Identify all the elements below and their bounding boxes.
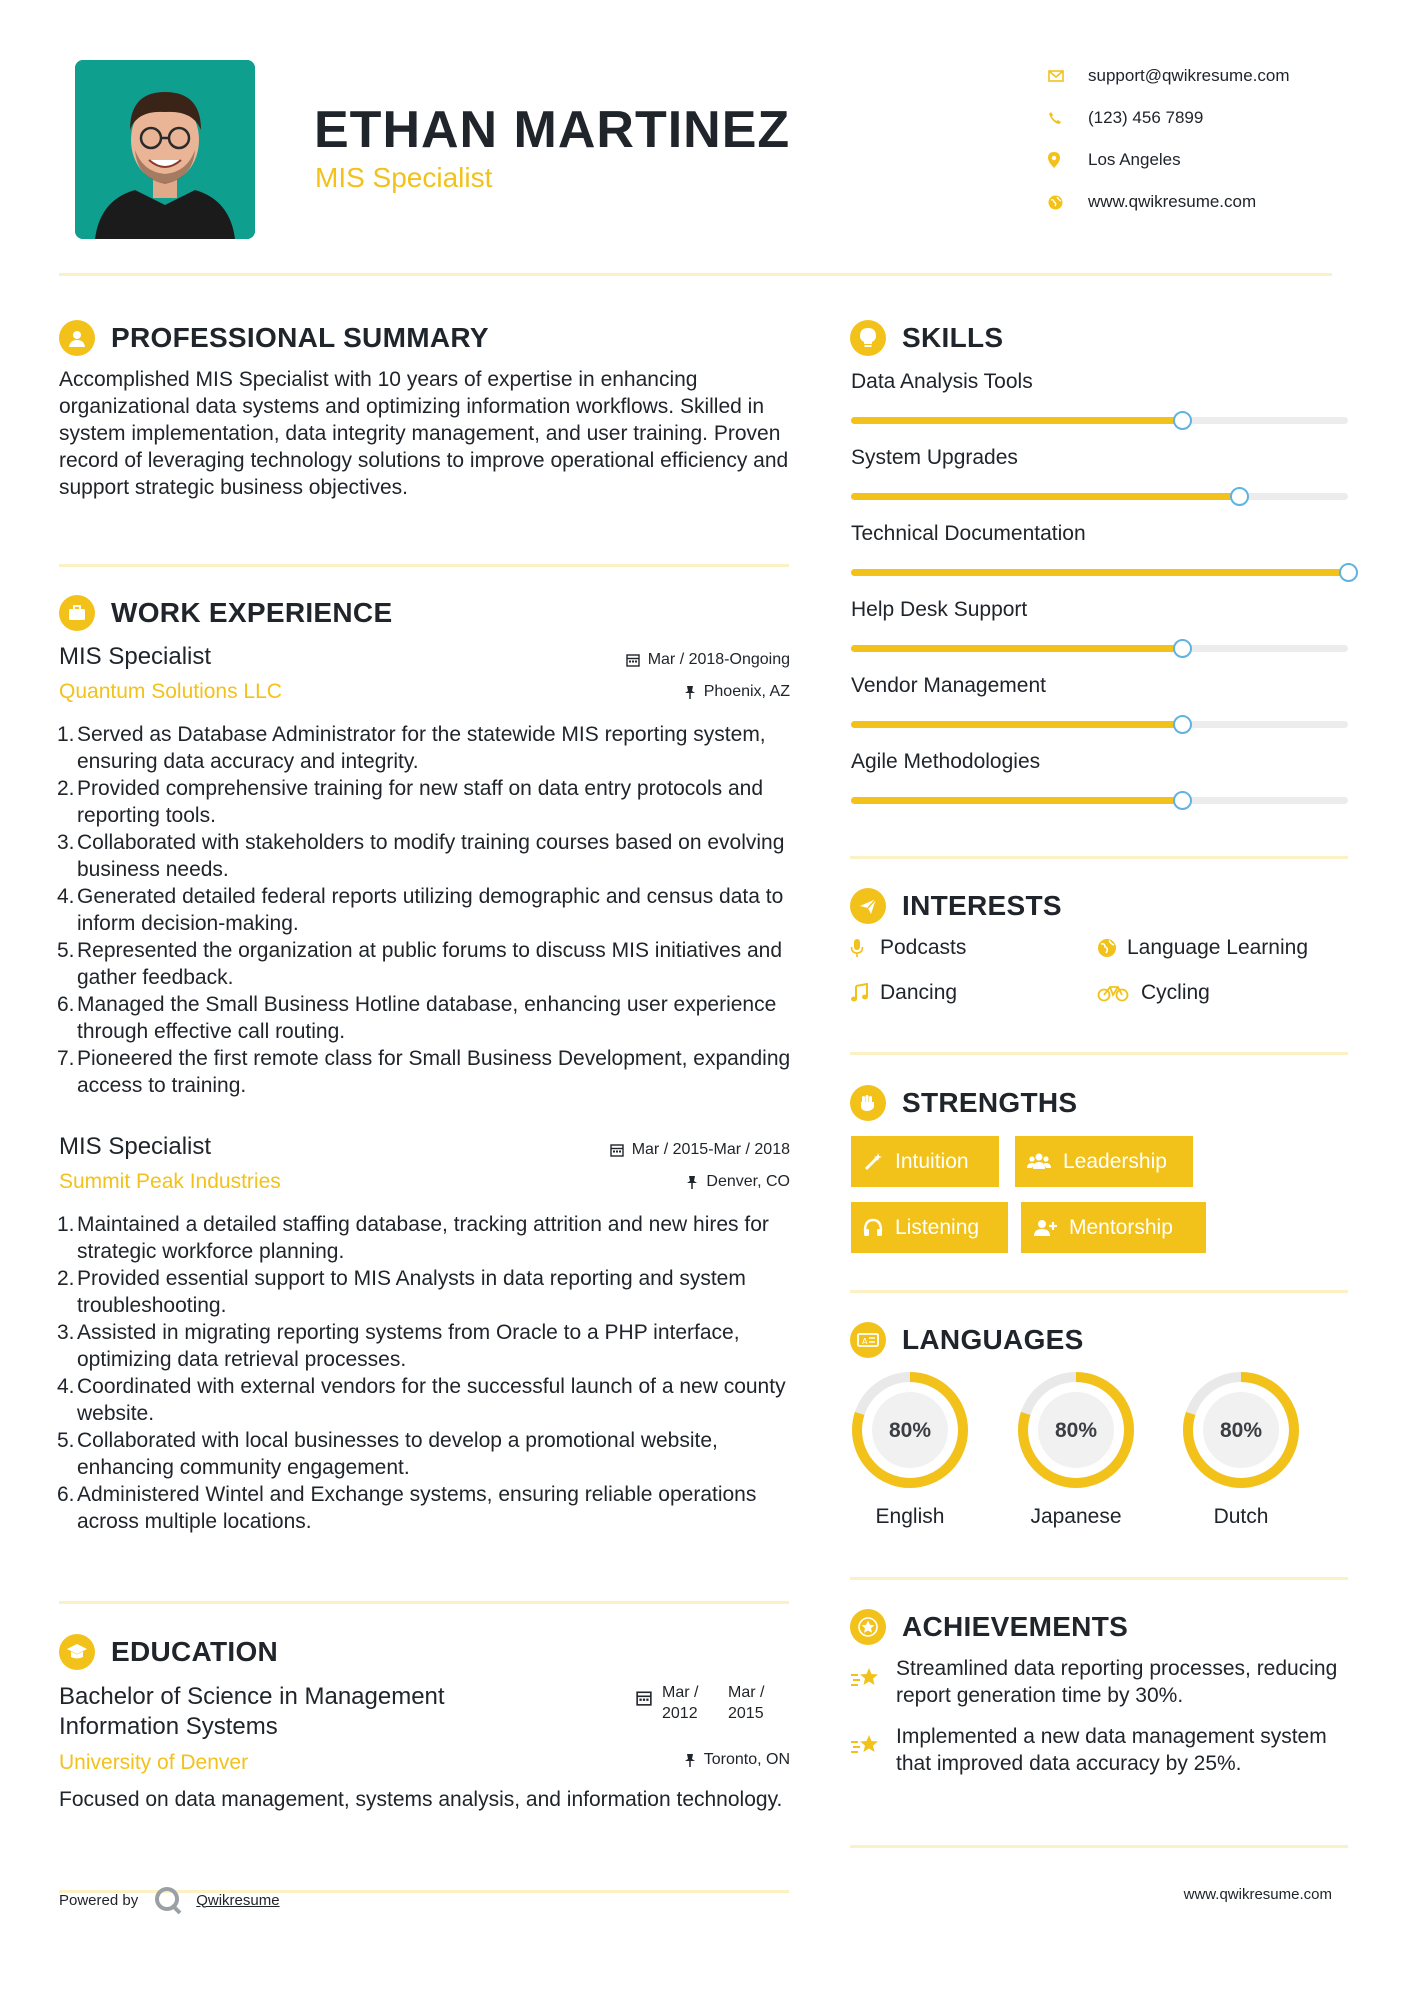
skill-bar bbox=[851, 645, 1348, 652]
list-item: 4. Coordinated with external vendors for the successful launch of a new county website. bbox=[57, 1375, 786, 1425]
interests-heading bbox=[850, 888, 1062, 924]
language-icon bbox=[850, 1322, 886, 1358]
skill-level-knob bbox=[1173, 639, 1192, 658]
education-start-month: Mar / bbox=[662, 1684, 699, 1701]
strength-tag bbox=[1015, 1136, 1193, 1187]
education-heading bbox=[59, 1634, 278, 1670]
shooting-star-icon bbox=[850, 1665, 882, 1696]
work-divider bbox=[59, 1601, 789, 1604]
work-heading-text: WORK EXPERIENCE bbox=[111, 597, 393, 628]
language-name: Dutch bbox=[1213, 1505, 1269, 1528]
fist-icon bbox=[850, 1085, 886, 1121]
list-item: 3. Assisted in migrating reporting systems from Oracle to a PHP interface, optimizing data retrieval processes. bbox=[57, 1321, 740, 1371]
list-item: 4. Generated detailed federal reports utilizing demographic and census data to inform decision-making. bbox=[57, 885, 784, 935]
interest-label: Cycling bbox=[1141, 981, 1210, 1004]
language-gauge bbox=[1015, 1369, 1137, 1491]
strength-tag bbox=[1021, 1202, 1206, 1253]
contact-block bbox=[1048, 55, 1348, 223]
star-badge-icon bbox=[850, 1609, 886, 1645]
language-name: English bbox=[875, 1505, 945, 1528]
education-location bbox=[684, 1751, 790, 1769]
work-heading bbox=[59, 595, 392, 631]
strength-label: Listening bbox=[895, 1215, 980, 1239]
interest-label: Dancing bbox=[880, 981, 958, 1004]
list-item: 1. Maintained a detailed staffing database, tracking attrition and new hires for strategic workforce planning. bbox=[57, 1213, 769, 1263]
education-degree bbox=[59, 1682, 445, 1742]
summary-heading bbox=[59, 320, 489, 356]
contact-website-text: www.qwikresume.com bbox=[1088, 192, 1257, 211]
list-item: 7. Pioneered the first remote class for Small Business Development, expanding access to training. bbox=[57, 1047, 791, 1097]
globe-icon bbox=[1097, 938, 1127, 958]
languages-divider bbox=[850, 1577, 1348, 1580]
skills-heading bbox=[850, 320, 1003, 356]
language-percent: 80% bbox=[1219, 1419, 1263, 1442]
language-gauge bbox=[849, 1369, 971, 1491]
music-note-icon bbox=[850, 983, 880, 1003]
skill-name: Vendor Management bbox=[851, 674, 1046, 697]
job-2-location bbox=[686, 1173, 790, 1191]
language-percent: 80% bbox=[1054, 1419, 1098, 1442]
education-end-month: Mar / bbox=[728, 1684, 765, 1701]
skill-level-knob bbox=[1173, 791, 1192, 810]
interest-item bbox=[1097, 981, 1210, 1005]
language-gauge bbox=[1180, 1369, 1302, 1491]
job-1-date bbox=[626, 651, 790, 669]
job-2-location-text: Denver, CO bbox=[706, 1173, 790, 1190]
list-item: 6. Managed the Small Business Hotline database, enhancing user experience through effective call routing. bbox=[57, 993, 777, 1043]
magic-wand-icon bbox=[863, 1152, 883, 1172]
powered-by-text: Powered by bbox=[59, 1891, 139, 1909]
strength-label: Leadership bbox=[1063, 1149, 1167, 1173]
language-name: Japanese bbox=[1030, 1505, 1122, 1528]
job-1-location bbox=[684, 683, 790, 701]
skill-name: Technical Documentation bbox=[851, 522, 1086, 545]
interest-label: Podcasts bbox=[880, 936, 967, 959]
skill-name: Help Desk Support bbox=[851, 598, 1028, 621]
pushpin-icon bbox=[684, 685, 696, 699]
list-item: 2. Provided comprehensive training for new staff on data entry protocols and reporting tools. bbox=[57, 777, 764, 827]
skill-level-knob bbox=[1173, 411, 1192, 430]
envelope-icon bbox=[1048, 70, 1088, 82]
footer-powered-by bbox=[59, 1885, 280, 1915]
skill-bar bbox=[851, 493, 1348, 500]
headphones-icon bbox=[863, 1218, 883, 1238]
paper-plane-icon bbox=[850, 888, 886, 924]
interests-divider bbox=[850, 1052, 1348, 1055]
education-heading-text: EDUCATION bbox=[111, 1636, 279, 1667]
skill-bar bbox=[851, 417, 1348, 424]
job-2-title: MIS Specialist bbox=[59, 1133, 212, 1160]
user-plus-icon bbox=[1033, 1218, 1057, 1238]
summary-heading-text: PROFESSIONAL SUMMARY bbox=[111, 322, 489, 353]
microphone-icon bbox=[850, 938, 880, 958]
job-2-date-text: Mar / 2015-Mar / 2018 bbox=[631, 1141, 790, 1158]
strengths-divider bbox=[850, 1290, 1348, 1293]
education-description: Focused on data management, systems analysis, and information technology. bbox=[59, 1788, 783, 1811]
education-end-year: 2015 bbox=[728, 1705, 764, 1722]
contact-phone[interactable] bbox=[1048, 97, 1348, 139]
education-location-text: Toronto, ON bbox=[703, 1751, 790, 1768]
contact-website[interactable] bbox=[1048, 181, 1348, 223]
calendar-icon bbox=[626, 653, 640, 667]
header-divider bbox=[59, 273, 1332, 276]
skill-bar-fill bbox=[851, 797, 1182, 804]
education-school: University of Denver bbox=[59, 1751, 249, 1774]
phone-icon bbox=[1048, 111, 1088, 125]
education-start-date bbox=[662, 1682, 698, 1724]
skill-bar-fill bbox=[851, 569, 1348, 576]
list-item: 5. Collaborated with local businesses to develop a promotional website, enhancing community engagement. bbox=[57, 1429, 718, 1479]
contact-location-text: Los Angeles bbox=[1088, 150, 1181, 169]
calendar-icon bbox=[636, 1690, 652, 1711]
contact-email[interactable] bbox=[1048, 55, 1348, 97]
skill-bar bbox=[851, 721, 1348, 728]
skills-divider bbox=[850, 856, 1348, 859]
list-item: 1. Served as Database Administrator for the statewide MIS reporting system, ensuring data accuracy and integrity. bbox=[57, 723, 766, 773]
achievements-heading bbox=[850, 1609, 1128, 1645]
interests-heading-text: INTERESTS bbox=[902, 890, 1062, 921]
user-icon bbox=[59, 320, 95, 356]
skill-bar-fill bbox=[851, 721, 1182, 728]
bicycle-icon bbox=[1097, 984, 1141, 1002]
job-1-duties bbox=[59, 721, 794, 1099]
skill-level-knob bbox=[1230, 487, 1249, 506]
skill-bar bbox=[851, 797, 1348, 804]
qwikresume-link[interactable]: Qwikresume bbox=[196, 1891, 280, 1909]
graduation-cap-icon bbox=[59, 1634, 95, 1670]
map-pin-icon bbox=[1048, 152, 1088, 168]
job-1-company: Quantum Solutions LLC bbox=[59, 680, 282, 703]
achievements-divider bbox=[850, 1845, 1348, 1848]
strength-label: Intuition bbox=[895, 1149, 969, 1173]
education-end-date bbox=[728, 1682, 764, 1724]
job-1-title: MIS Specialist bbox=[59, 643, 212, 670]
users-icon bbox=[1027, 1152, 1051, 1172]
interest-item bbox=[850, 936, 966, 960]
contact-email-text: support@qwikresume.com bbox=[1088, 66, 1290, 85]
education-start-year: 2012 bbox=[662, 1705, 698, 1722]
job-2-duties bbox=[59, 1211, 794, 1535]
profile-photo bbox=[75, 60, 255, 239]
job-2-date bbox=[610, 1141, 790, 1159]
list-item: 2. Provided essential support to MIS Analysts in data reporting and system troubleshooting. bbox=[57, 1267, 746, 1317]
interest-label: Language Learning bbox=[1127, 936, 1309, 959]
skill-bar-fill bbox=[851, 645, 1182, 652]
lightbulb-icon bbox=[850, 320, 886, 356]
strength-tag bbox=[851, 1202, 1008, 1253]
job-2-company: Summit Peak Industries bbox=[59, 1170, 281, 1193]
skill-level-knob bbox=[1339, 563, 1358, 582]
achievement-item: Implemented a new data management system that improved data accuracy by 25%. bbox=[896, 1725, 1327, 1775]
achievement-item: Streamlined data reporting processes, reducing report generation time by 30%. bbox=[896, 1657, 1338, 1707]
contact-location bbox=[1048, 139, 1348, 181]
skill-name: System Upgrades bbox=[851, 446, 1018, 469]
skill-name: Data Analysis Tools bbox=[851, 370, 1033, 393]
skill-level-knob bbox=[1173, 715, 1192, 734]
language-percent: 80% bbox=[888, 1419, 932, 1442]
shooting-star-icon bbox=[850, 1732, 882, 1763]
languages-heading-text: LANGUAGES bbox=[902, 1324, 1084, 1355]
pushpin-icon bbox=[684, 1753, 696, 1767]
qwikresume-logo-icon bbox=[152, 1885, 184, 1915]
strengths-heading-text: STRENGTHS bbox=[902, 1087, 1078, 1118]
skill-bar-fill bbox=[851, 417, 1182, 424]
strengths-heading bbox=[850, 1085, 1077, 1121]
svg-text:A: A bbox=[862, 1337, 868, 1346]
strength-tag bbox=[851, 1136, 999, 1187]
contact-phone-text: (123) 456 7899 bbox=[1088, 108, 1204, 127]
languages-heading bbox=[850, 1322, 1084, 1358]
briefcase-icon bbox=[59, 595, 95, 631]
achievements-heading-text: ACHIEVEMENTS bbox=[902, 1611, 1129, 1642]
education-degree-line-2: Information Systems bbox=[59, 1713, 278, 1740]
job-1-date-text: Mar / 2018-Ongoing bbox=[647, 651, 790, 668]
skill-bar-fill bbox=[851, 493, 1239, 500]
list-item: 5. Represented the organization at public forums to discuss MIS initiatives and gather feedback. bbox=[57, 939, 783, 989]
list-item: 6. Administered Wintel and Exchange systems, ensuring reliable operations across multiple locations. bbox=[57, 1483, 757, 1533]
globe-icon bbox=[1048, 195, 1088, 210]
interest-item bbox=[1097, 936, 1308, 960]
strength-label: Mentorship bbox=[1069, 1215, 1173, 1239]
education-degree-line-1: Bachelor of Science in Management bbox=[59, 1683, 445, 1710]
skill-name: Agile Methodologies bbox=[851, 750, 1041, 773]
skills-heading-text: SKILLS bbox=[902, 322, 1004, 353]
candidate-name: ETHAN MARTINEZ bbox=[314, 101, 791, 159]
summary-divider bbox=[59, 564, 789, 567]
list-item: 3. Collaborated with stakeholders to modify training courses based on evolving business needs. bbox=[57, 831, 785, 881]
calendar-icon bbox=[610, 1143, 624, 1157]
job-1-location-text: Phoenix, AZ bbox=[703, 683, 790, 700]
candidate-title: MIS Specialist bbox=[315, 162, 493, 193]
summary-text: Accomplished MIS Specialist with 10 years of expertise in enhancing organizational data systems and optimizing information workflows. Skilled in system implementation, data integrity management, and user training. Proven record of leveraging technology solutions to improve operational efficiency and support strategic business objectives. bbox=[59, 368, 789, 499]
skill-bar bbox=[851, 569, 1348, 576]
pushpin-icon bbox=[686, 1175, 698, 1189]
footer-website[interactable]: www.qwikresume.com bbox=[1183, 1886, 1332, 1903]
interest-item bbox=[850, 981, 957, 1005]
